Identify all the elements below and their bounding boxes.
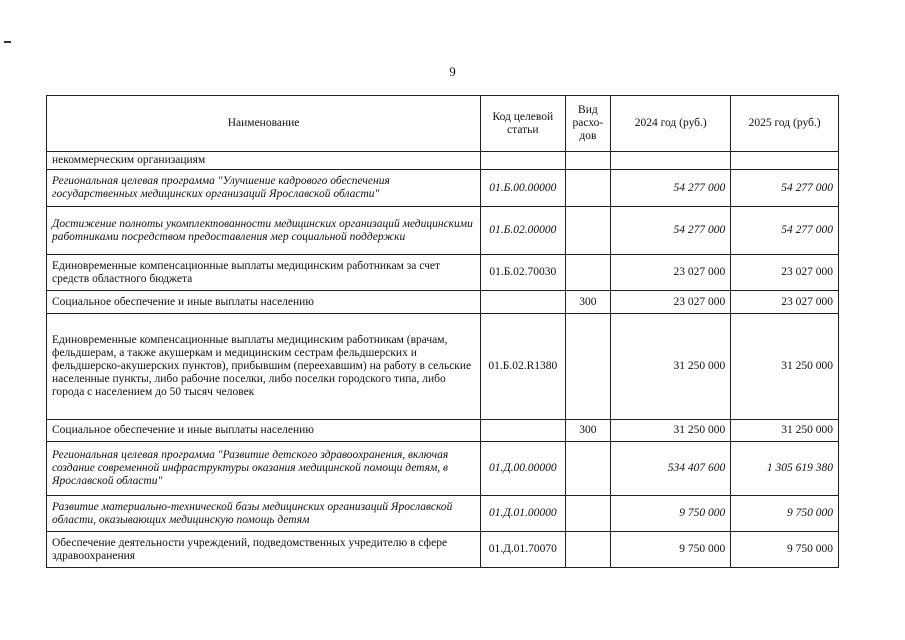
row-kind xyxy=(565,496,611,532)
row-kind xyxy=(565,442,611,496)
table-header xyxy=(47,96,839,152)
table-row xyxy=(47,291,839,314)
row-amount-2024: 23 027 000 xyxy=(611,291,731,314)
table-row xyxy=(47,314,839,420)
row-amount-2024: 54 277 000 xyxy=(611,207,731,255)
row-amount-2025: 9 750 000 xyxy=(731,496,839,532)
row-code xyxy=(481,291,565,314)
row-amount-2025: 23 027 000 xyxy=(731,291,839,314)
row-kind xyxy=(565,255,611,291)
row-kind xyxy=(565,532,611,568)
row-name: Развитие материально-технической базы медицинских организаций Ярославской области, оказывающих медицинскую помощь детям xyxy=(47,496,481,532)
row-amount-2024: 534 407 600 xyxy=(611,442,731,496)
row-name: Единовременные компенсационные выплаты медицинским работникам (врачам, фельдшерам, а также акушеркам и медицинским сестрам фельдшерских и фельдшерско-акушерских пунктов), прибывшим (переехавшим) на работу в сельские населенные пункты, либо рабочие поселки, либо поселки городского типа, либо города с населением до 50 тысяч человек xyxy=(47,314,481,420)
row-amount-2024: 23 027 000 xyxy=(611,255,731,291)
header-kind: Вид расхо-дов xyxy=(565,96,611,152)
row-amount-2024 xyxy=(611,152,731,170)
header-code: Код целевой статьи xyxy=(481,96,565,152)
row-kind xyxy=(565,207,611,255)
row-kind xyxy=(565,152,611,170)
page-number: 9 xyxy=(449,64,456,79)
row-amount-2025 xyxy=(731,152,839,170)
row-name: Достижение полноты укомплектованности медицинских организаций медицинскими работниками посредством предоставления мер социальной поддержки xyxy=(47,207,481,255)
row-amount-2025: 54 277 000 xyxy=(731,170,839,207)
row-code: 01.Д.01.70070 xyxy=(481,532,565,568)
table-body xyxy=(47,152,839,568)
row-code: 01.Б.00.00000 xyxy=(481,170,565,207)
row-name: Региональная целевая программа "Развитие детского здравоохранения, включая создание современной инфраструктуры оказания медицинской помощи детям, в Ярославской области" xyxy=(47,442,481,496)
row-code: 01.Б.02.R1380 xyxy=(481,314,565,420)
row-name: Социальное обеспечение и иные выплаты населению xyxy=(47,420,481,442)
table-row xyxy=(47,532,839,568)
scan-mark xyxy=(4,41,11,43)
header-name: Наименование xyxy=(47,96,481,152)
row-amount-2024: 54 277 000 xyxy=(611,170,731,207)
row-amount-2025: 31 250 000 xyxy=(731,420,839,442)
header-2025: 2025 год (руб.) xyxy=(731,96,839,152)
row-code: 01.Д.00.00000 xyxy=(481,442,565,496)
row-name: некоммерческим организациям xyxy=(47,152,481,170)
row-kind: 300 xyxy=(565,291,611,314)
row-name: Единовременные компенсационные выплаты медицинским работникам за счет средств областного бюджета xyxy=(47,255,481,291)
row-amount-2025: 9 750 000 xyxy=(731,532,839,568)
header-2024: 2024 год (руб.) xyxy=(611,96,731,152)
row-amount-2025: 1 305 619 380 xyxy=(731,442,839,496)
table-row xyxy=(47,420,839,442)
table-row xyxy=(47,152,839,170)
row-amount-2024: 9 750 000 xyxy=(611,532,731,568)
row-amount-2025: 31 250 000 xyxy=(731,314,839,420)
row-name: Региональная целевая программа "Улучшение кадрового обеспечения государственных медицинских организаций Ярославской области" xyxy=(47,170,481,207)
row-amount-2024: 31 250 000 xyxy=(611,420,731,442)
row-amount-2025: 23 027 000 xyxy=(731,255,839,291)
table-row xyxy=(47,496,839,532)
row-name: Обеспечение деятельности учреждений, подведомственных учредителю в сфере здравоохранения xyxy=(47,532,481,568)
row-code xyxy=(481,152,565,170)
row-kind xyxy=(565,314,611,420)
table-row xyxy=(47,207,839,255)
row-code: 01.Д.01.00000 xyxy=(481,496,565,532)
row-kind xyxy=(565,170,611,207)
row-name: Социальное обеспечение и иные выплаты населению xyxy=(47,291,481,314)
table-row xyxy=(47,255,839,291)
row-code: 01.Б.02.00000 xyxy=(481,207,565,255)
row-code: 01.Б.02.70030 xyxy=(481,255,565,291)
budget-table xyxy=(46,95,839,568)
row-amount-2024: 31 250 000 xyxy=(611,314,731,420)
table-row xyxy=(47,170,839,207)
row-amount-2024: 9 750 000 xyxy=(611,496,731,532)
row-amount-2025: 54 277 000 xyxy=(731,207,839,255)
row-code xyxy=(481,420,565,442)
row-kind: 300 xyxy=(565,420,611,442)
table-row xyxy=(47,442,839,496)
